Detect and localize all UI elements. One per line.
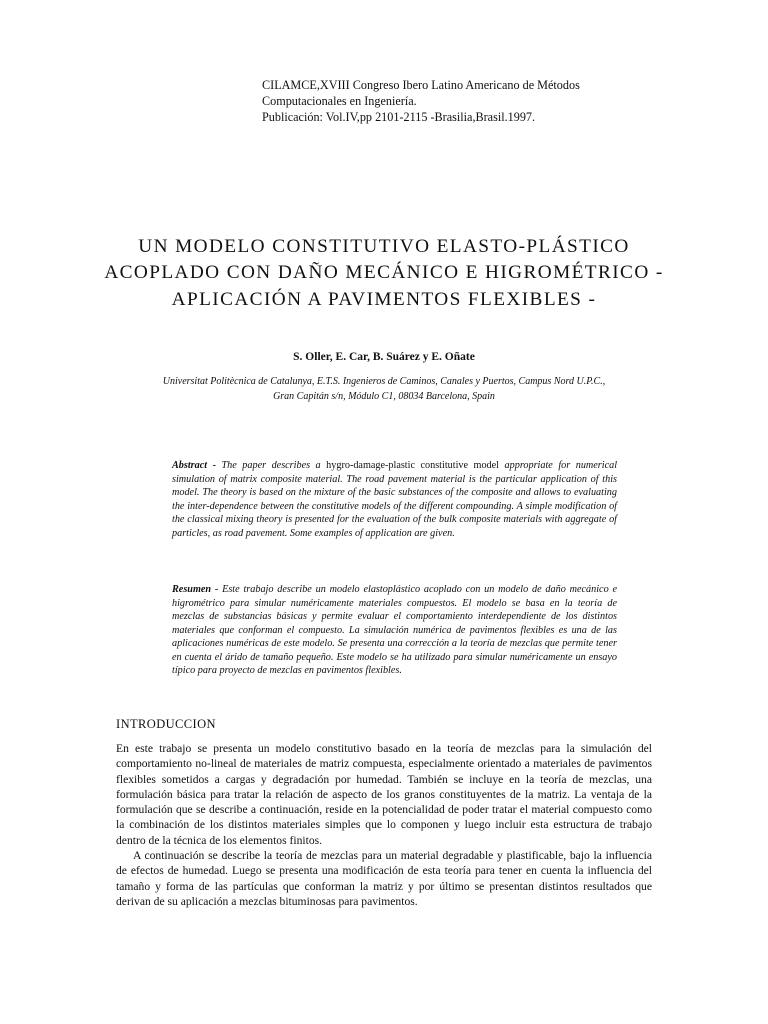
affiliation-line-2: Gran Capitán s/n, Módulo C1, 08034 Barcelona, Spain <box>273 391 495 402</box>
header-line-publication: Publicación: Vol.IV,pp 2101-2115 -Brasilia,Brasil.1997. <box>262 110 536 124</box>
abstract-label: Abstract - <box>172 460 216 471</box>
publication-header <box>262 77 682 125</box>
abstract-text-a: The paper describes a <box>221 460 321 471</box>
resumen-block <box>172 583 617 678</box>
abstract-block <box>172 459 617 540</box>
abstract-text-c: appropriate for numerical simulation of matrix composite material. The road pavement material is the particular application of this model. The theory is based on the mixture of the basic substances of the composite and allows to evaluating the inter-dependence between the constitutive models of the different compounding. A simple modification of the classical mixing theory is presented for the evaluation of the bulk composite materials with aggregate of particles, as road pavement. Some examples of application are given. <box>172 460 618 539</box>
header-line-conference: CILAMCE,XVIII Congreso Ibero Latino Americano de Métodos <box>262 78 580 92</box>
affiliation-line-1: Universitat Politècnica de Catalunya, E.T.S. Ingenieros de Caminos, Canales y Puertos, Campus Nord U.P.C., <box>162 376 606 387</box>
section-heading-introduccion: INTRODUCCION <box>116 717 216 731</box>
introduction-paragraph-2: A continuación se describe la teoría de mezclas para un material degradable y plastificable, bajo la influencia de efectos de humedad. Luego se presenta una modificación de esta teoría para tener en cuenta la influencia del tamaño y forma de las partículas que conforman la matriz y por último se presentan distintos resultados que derivan de su aplicación a mezclas bituminosas para pavimentos. <box>116 849 652 908</box>
paper-title: UN MODELO CONSTITUTIVO ELASTO-PLÁSTICO ACOPLADO CON DAÑO MECÁNICO E HIGROMÉTRICO - APLICACIÓN A PAVIMENTOS FLEXIBLES - <box>104 236 664 310</box>
resumen-label: Resumen - <box>172 584 219 595</box>
introduction-paragraph-1: En este trabajo se presenta un modelo constitutivo basado en la teoría de mezclas para la simulación del comportamiento no-lineal de materiales de matriz compuesta, especialmente orientado a materiales de pavimentos flexibles sometidos a cargas y degradación por humedad. También se incluye en la teoría de mezclas, una formulación básica para tratar la relación de aspecto de los granos constituyentes de la matriz. La ventaja de la formulación que se describe a continuación, reside en la potencialidad de poder tratar el material compuesto como la combinación de los distintos materiales simples que lo componen y luego incluir esta estructura de trabajo dentro de la técnica de los elementos finitos. <box>116 742 652 847</box>
author-list: S. Oller, E. Car, B. Suárez y E. Oñate <box>293 351 475 363</box>
abstract-text-b: hygro-damage-plastic constitutive model <box>326 460 500 471</box>
affiliation <box>100 374 668 404</box>
introduction-body <box>116 741 652 909</box>
header-line-field: Computacionales en Ingeniería. <box>262 94 417 108</box>
resumen-text: Este trabajo describe un modelo elastoplástico acoplado con un modelo de daño mecánico e higrométrico para simular numéricamente materiales compuestos. El modelo se basa en la teoría de mezclas de substancias básicas y permite evaluar el comportamiento interdependiente de los distintos materiales que conforman el compuesto. La simulación numérica de pavimentos flexibles es una de las aplicaciones numéricas de este modelo. Se presenta una corrección a la teoría de mezclas que permite tener en cuenta el árido de tamaño pequeño. Este modelo se ha utilizado para simular numéricamente un ensayo típico para proyecto de mezclas en pavimentos flexibles. <box>172 584 618 676</box>
